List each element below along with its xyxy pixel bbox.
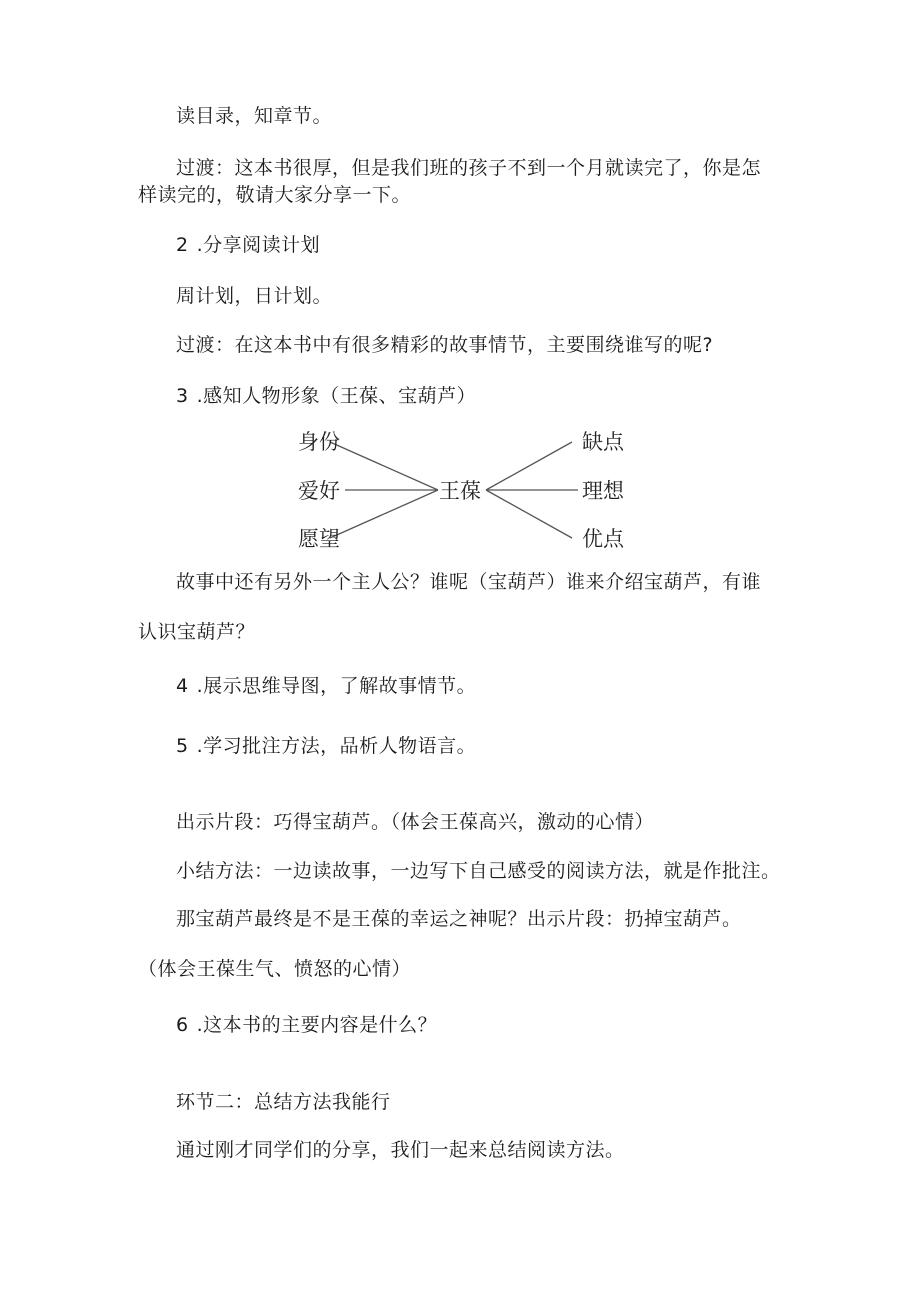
paragraph-feeling-2: （体会王葆生气、愤怒的心情） <box>138 958 412 980</box>
mind-map-right-merit: 优点 <box>582 527 624 551</box>
section-6-heading <box>176 1013 437 1037</box>
paragraph-second-character-a: 故事中还有另外一个主人公？谁呢（宝葫芦）谁来介绍宝葫芦，有谁 <box>176 571 762 593</box>
section-6-title: .这本书的主要内容是什么？ <box>196 1014 438 1036</box>
section-4-title: .展示思维导图，了解故事情节。 <box>196 675 477 697</box>
mind-map-left-wish: 愿望 <box>298 527 340 551</box>
mind-map-link-merit <box>486 490 572 538</box>
mind-map-right-ideal: 理想 <box>582 479 624 503</box>
section-3-heading <box>176 384 476 408</box>
paragraph-plan: 周计划，日计划。 <box>176 285 333 307</box>
paragraph-excerpt-1: 出示片段：巧得宝葫芦。（体会王葆高兴，激动的心情） <box>176 811 655 833</box>
mind-map-center: 王葆 <box>439 479 481 503</box>
paragraph-method-summary: 小结方法：一边读故事，一边写下自己感受的阅读方法，就是作批注。 <box>176 860 781 882</box>
section-4-number: 4 <box>176 675 189 697</box>
paragraph-transition-1a: 过渡：这本书很厚，但是我们班的孩子不到一个月就读完了，你是怎 <box>176 157 762 179</box>
mind-map-left-hobby: 爱好 <box>298 479 340 503</box>
section-3-number: 3 <box>176 385 189 407</box>
mind-map-link-wish <box>330 490 438 538</box>
paragraph-part-two-heading: 环节二：总结方法我能行 <box>176 1091 391 1113</box>
paragraph-second-character-b: 认识宝葫芦？ <box>138 621 256 643</box>
section-4-heading <box>176 674 476 698</box>
section-2-number: 2 <box>176 234 189 256</box>
section-3-title: .感知人物形象（王葆、宝葫芦） <box>196 385 477 407</box>
section-5-title: .学习批注方法，品析人物语言。 <box>196 735 477 757</box>
section-2-heading <box>176 233 320 257</box>
paragraph-transition-2: 过渡：在这本书中有很多精彩的故事情节，主要围绕谁写的呢? <box>176 334 714 356</box>
paragraph-toc: 读目录，知章节。 <box>176 105 333 127</box>
character-mind-map <box>285 420 645 560</box>
paragraph-excerpt-2: 那宝葫芦最终是不是王葆的幸运之神呢？出示片段：扔掉宝葫芦。 <box>176 908 742 930</box>
section-5-number: 5 <box>176 735 189 757</box>
section-2-title: .分享阅读计划 <box>196 234 321 256</box>
section-6-number: 6 <box>176 1014 189 1036</box>
section-5-heading <box>176 734 476 758</box>
mind-map-link-flaw <box>486 442 572 490</box>
mind-map-left-identity: 身份 <box>298 430 340 454</box>
paragraph-closing: 通过刚才同学们的分享，我们一起来总结阅读方法。 <box>176 1139 625 1161</box>
paragraph-transition-1b: 样读完的，敬请大家分享一下。 <box>138 184 412 206</box>
mind-map-right-flaw: 缺点 <box>582 430 624 454</box>
mind-map-link-identity <box>330 442 438 490</box>
